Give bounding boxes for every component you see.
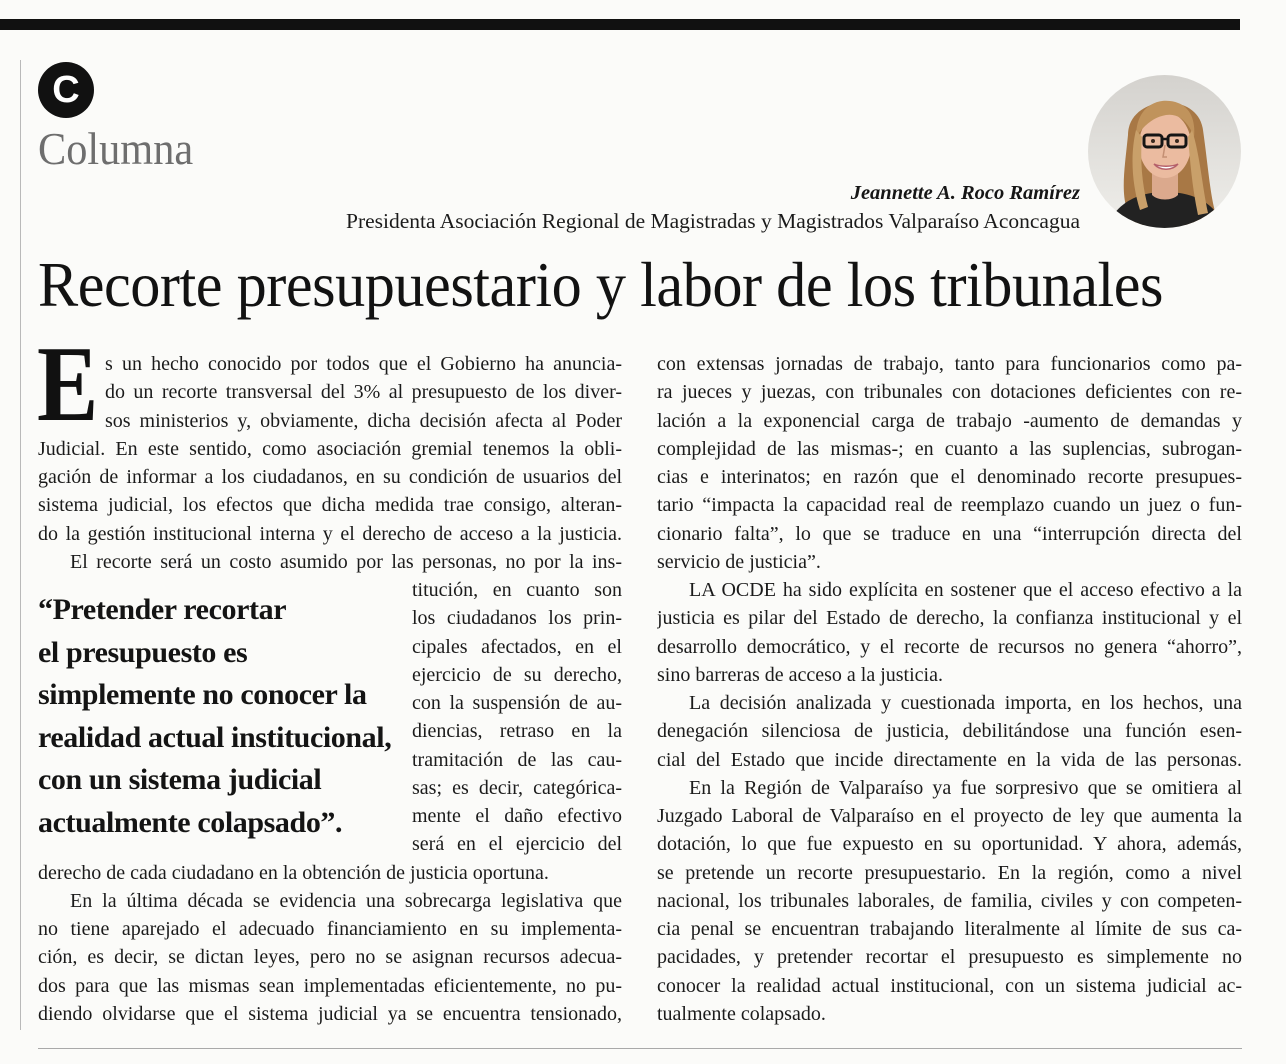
pull-quote-line (38, 759, 408, 802)
pull-quote-line (38, 632, 408, 675)
text-line: derecho de cada ciudadano en la obtención de justicia oportuna. (38, 861, 549, 884)
pull-quote-text: el presupuesto es (38, 635, 248, 669)
text-line: diendo olvidarse que el sistema judicial ya se encuentra tensionado, (38, 1002, 622, 1025)
text-line: dos para que las mismas sean implementadas eficientemente, no pu- (38, 974, 622, 997)
pull-quote-line (38, 802, 408, 845)
text-line: desarrollo democrático, y el recorte de recursos no genera “ahorro”, (657, 635, 1242, 658)
text-line: La decisión analizada y cuestionada importa, en los hechos, una (689, 692, 1242, 714)
section-label-text: Columna (38, 123, 194, 174)
section-label (38, 123, 207, 174)
text-line: do un recorte transversal del 3% al presupuesto de los diver- (105, 381, 622, 404)
text-line: nacional, los tribunales laborales, de familia, civiles y con competen- (657, 889, 1242, 912)
text-line: Judicial. En este sentido, como asociación gremial tenemos la obli- (38, 437, 622, 460)
author-photo (1088, 75, 1241, 228)
text-line: Juzgado Laboral de Valparaíso en el proyecto de ley que aumenta la (657, 805, 1242, 827)
text-line: cial del Estado que incide directamente en la vida de las personas. (657, 748, 1242, 771)
bottom-rule (38, 1048, 1242, 1049)
pull-quote-line (38, 674, 408, 717)
text-line: titución, en cuanto son (412, 579, 622, 601)
text-line: conocer la realidad actual institucional, con un sistema judicial ac- (657, 974, 1242, 997)
pull-quote-text: “Pretender recortar (38, 593, 287, 626)
pull-quote-text: actualmente colapsado”. (38, 805, 343, 839)
text-line: En la última década se evidencia una sobrecarga legislativa que (70, 889, 622, 912)
pull-quote-line (38, 717, 408, 760)
text-line: sos ministerios y, obviamente, dicha decisión afecta al Poder (105, 409, 622, 432)
text-line: complejidad de las mismas-; en cuanto a las suplencias, subrogan- (657, 437, 1242, 460)
drop-cap: E (37, 325, 99, 444)
text-line: tramitación de las cau- (412, 748, 622, 771)
text-line: sas; es decir, categórica- (412, 776, 622, 799)
text-line: LA OCDE ha sido explícita en sostener que el acceso efectivo a la (689, 579, 1242, 601)
text-line: cipales afectados, en el (412, 635, 622, 658)
text-line: servicio de justicia”. (657, 550, 821, 573)
text-line: lación a la exponencial carga de trabajo -aumento de demandas y (657, 409, 1242, 432)
text-line: cia penal se encuentran trabajando literalmente al límite de sus ca- (657, 918, 1242, 940)
right-column (657, 350, 1242, 1028)
text-line: mente el daño efectivo (412, 805, 622, 827)
text-line: ción, es decir, se dictan leyes, pero no se asignan recursos adecua- (38, 946, 622, 969)
text-line: justicia es pilar del Estado de derecho, la confianza institucional y el (657, 607, 1242, 630)
pull-quote-line (38, 589, 408, 632)
text-line: los ciudadanos los prin- (412, 607, 622, 630)
text-line: no tiene aparejado el adecuado financiamiento en su implementa- (38, 918, 622, 940)
text-line: pacidades, y pretender recortar el presupuesto es simplemente no (657, 946, 1242, 969)
photo-eye-right (1175, 139, 1179, 143)
text-line: con extensas jornadas de trabajo, tanto para funcionarios como pa- (657, 353, 1242, 375)
text-line: En la Región de Valparaíso ya fue sorpresivo que se omitiera al (689, 776, 1242, 799)
text-line: ra jueces y juezas, con tribunales con dotaciones deficientes con re- (657, 381, 1242, 404)
text-line: denegación silenciosa de justicia, debilitándose una función esen- (657, 720, 1242, 743)
author-role: Presidenta Asociación Regional de Magistradas y Magistrados Valparaíso Aconcagua (345, 209, 1080, 233)
author-name: Jeannette A. Roco Ramírez (850, 182, 1080, 204)
headline (38, 249, 1164, 320)
text-line: cias e interinatos; en razón que el denominado recorte presupues- (657, 466, 1242, 488)
text-line: se pretende un recorte presupuestario. En la región, como a nivel (657, 861, 1242, 884)
text-line: do la gestión institucional interna y el derecho de acceso a la justicia. (38, 522, 622, 545)
left-margin-rule (20, 60, 21, 1030)
pull-quote-text: con un sistema judicial (38, 763, 322, 796)
photo-eye-left (1151, 139, 1155, 143)
text-line: sino barreras de acceso a la justicia. (657, 663, 943, 686)
pull-quote-text: simplemente no conocer la (38, 678, 367, 711)
text-line: será en el ejercicio del (412, 833, 622, 856)
text-line: tualmente colapsado. (657, 1002, 826, 1025)
pull-quote-text: realidad actual institucional, (38, 720, 392, 754)
text-line: gación de informar a los ciudadanos, en su condición de usuarios del (38, 466, 622, 488)
pull-quote (38, 589, 408, 844)
text-line: dotación, lo que fue expuesto en su oportunidad. Y ahora, además, (657, 833, 1242, 856)
text-line: cionario falta”, lo que se traduce en una “interrupción directa del (657, 522, 1242, 545)
section-badge-letter: C (52, 69, 80, 111)
headline-text: Recorte presupuestario y labor de los tribunales (38, 249, 1164, 320)
text-line: s un hecho conocido por todos que el Gobierno ha anuncia- (105, 353, 622, 375)
text-line: tario “impacta la capacidad real de reemplazo cuando un juez o fun- (657, 494, 1242, 517)
section-badge (38, 62, 94, 118)
text-line: ejercicio de su derecho, (412, 663, 622, 686)
top-rule (0, 19, 1240, 30)
text-line: con la suspensión de au- (412, 692, 622, 714)
text-line: diencias, retraso en la (412, 720, 622, 743)
text-line: sistema judicial, los efectos que dicha medida trae consigo, alteran- (38, 494, 622, 517)
text-line: El recorte será un costo asumido por las personas, no por la ins- (70, 550, 622, 573)
